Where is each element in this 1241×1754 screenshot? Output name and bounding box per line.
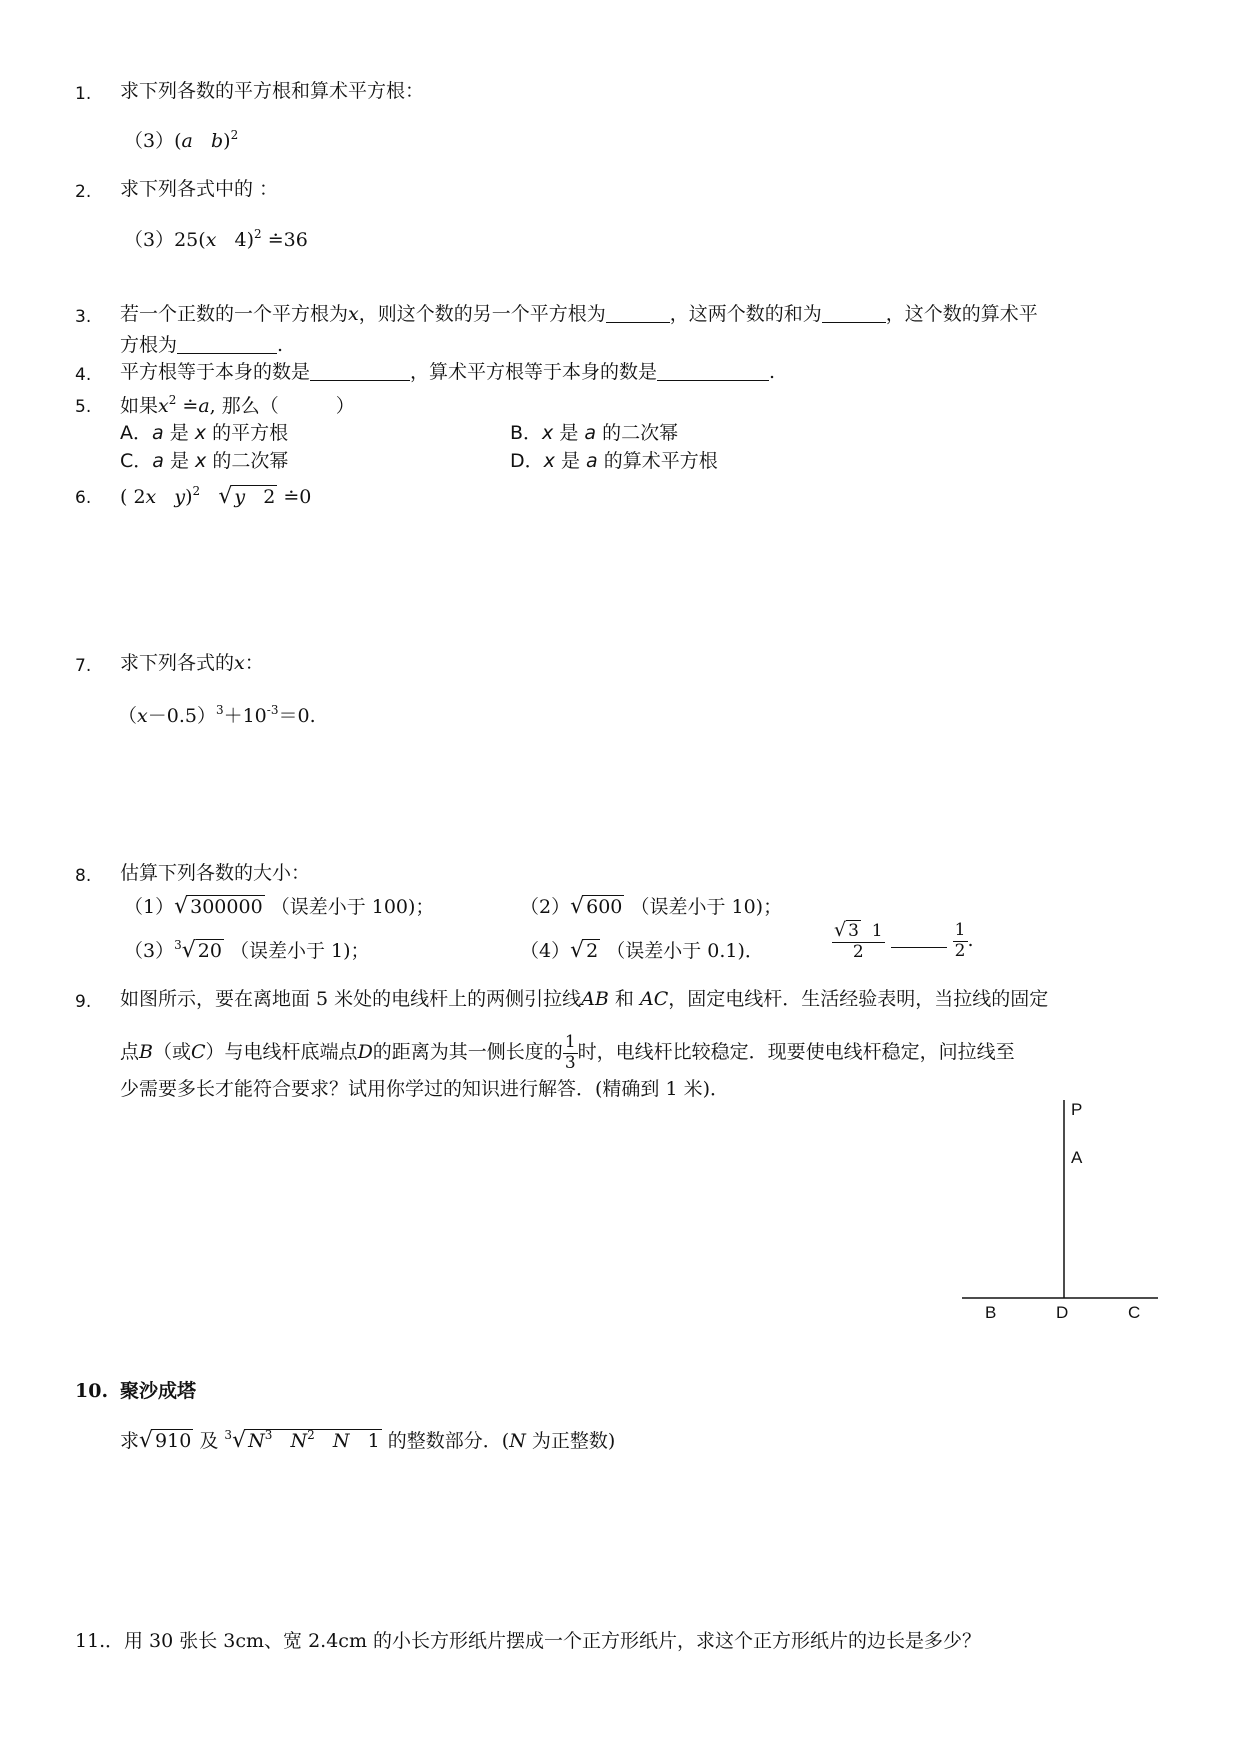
q7-number: 7. [75, 656, 92, 676]
q10-title: 聚沙成塔 [120, 1380, 197, 1402]
q1-expression: （3）(a b)$^2$ [124, 128, 239, 152]
q3-number: 3. [75, 307, 92, 327]
q5-option-b[interactable]: B．x 是 a 的二次幂 [510, 422, 679, 444]
q5-option-c[interactable]: C．a 是 x 的二次幂 [120, 450, 289, 472]
q10-text: 求√ 910 及 $^3$√ $N^3$ $N^2$ N 1 的整数部分．(N 为正整数) [120, 1428, 616, 1453]
q3-blank-2[interactable] [822, 304, 886, 323]
q4-blank-1[interactable] [310, 362, 410, 381]
q5-number: 5. [75, 397, 92, 417]
q3-blank-3[interactable] [177, 335, 277, 354]
q8-right-fraction: $\frac{1}{2}$ [954, 920, 966, 961]
q8-comparison: $\frac{√ 3 1}{2}$ $\frac{1}{2}$ . [834, 919, 974, 962]
q11-number: 11. [75, 1630, 106, 1652]
label-p: P [1071, 1100, 1083, 1119]
q8-part-1: （1）√ 300000 （误差小于 100)； [124, 894, 435, 919]
q4-number: 4. [75, 365, 92, 385]
q11-text: ．用 30 张长 3cm、宽 2.4cm 的小长方形纸片摆成一个正方形纸片，求这个正方形纸片的边长是多少？ [105, 1630, 981, 1652]
q6-expression: ( 2x y)$^2$ √ y 2 ≐0 [120, 484, 312, 509]
pole-diagram-svg [960, 1100, 1160, 1330]
q2-text: 求下列各式中的 ： [120, 178, 279, 200]
q3-line2: 方根为 . [120, 334, 284, 356]
q6-number: 6. [75, 488, 92, 508]
q4-text: 平方根等于本身的数是 ，算术平方根等于本身的数是 . [120, 361, 776, 383]
q5-option-a[interactable]: A．a 是 x 的平方根 [120, 422, 289, 444]
q4-blank-2[interactable] [657, 362, 769, 381]
q9-line1: 如图所示，要在离地面 5 米处的电线杆上的两侧引拉线AB 和 AC，固定电线杆．生活经验表明，当拉线的固定 [120, 988, 1049, 1010]
q9-line2: 点B（或C）与电线杆底端点D的距离为其一侧长度的 $\frac{1}{3}$ 时，电线杆比较稳定．现要使电线杆稳定，问拉线至 [120, 1032, 1015, 1073]
q10-number: 10. [75, 1380, 109, 1402]
pole-diagram [960, 1100, 1160, 1330]
q2-number: 2. [75, 182, 92, 202]
label-b: B [985, 1303, 997, 1322]
q8-number: 8. [75, 866, 92, 886]
q8-compare-blank[interactable] [891, 929, 947, 948]
q9-line3: 少需要多长才能符合要求？试用你学过的知识进行解答．(精确到 1 米)． [120, 1078, 729, 1100]
q7-equation: $(x-0.5)^3+10^{-3}=0$. [118, 703, 316, 727]
q5-stem: 如果$x^2$ ≐a, 那么（ ） [120, 393, 355, 417]
q2-expression: （3）25(x 4)$^2$ ≐36 [124, 227, 308, 251]
q8-left-fraction: $\frac{√ 3 1}{2}$ [834, 919, 883, 962]
q8-text: 估算下列各数的大小： [120, 862, 311, 884]
label-d: D [1056, 1303, 1069, 1322]
label-c: C [1128, 1303, 1141, 1322]
q8-part-2: （2）√ 600 （误差小于 10)； [520, 894, 783, 919]
q1-text: 求下列各数的平方根和算术平方根： [120, 80, 425, 102]
q5-option-d[interactable]: D．x 是 a 的算术平方根 [510, 450, 718, 472]
q9-number: 9. [75, 992, 92, 1012]
q1-number: 1. [75, 84, 92, 104]
q3-blank-1[interactable] [606, 304, 670, 323]
q3-line1: 若一个正数的一个平方根为x，则这个数的另一个平方根为 ，这两个数的和为 ，这个数的算术平 [120, 303, 1038, 325]
label-a: A [1071, 1148, 1083, 1167]
q7-text: 求下列各式的x： [120, 652, 264, 674]
q8-part-3: $(3)^3√$ 20 （误差小于 1)； [124, 938, 370, 963]
q8-part-4: （4）√ 2 （误差小于 0.1)． [520, 938, 764, 963]
q9-fraction: $\frac{1}{3}$ [564, 1032, 576, 1073]
